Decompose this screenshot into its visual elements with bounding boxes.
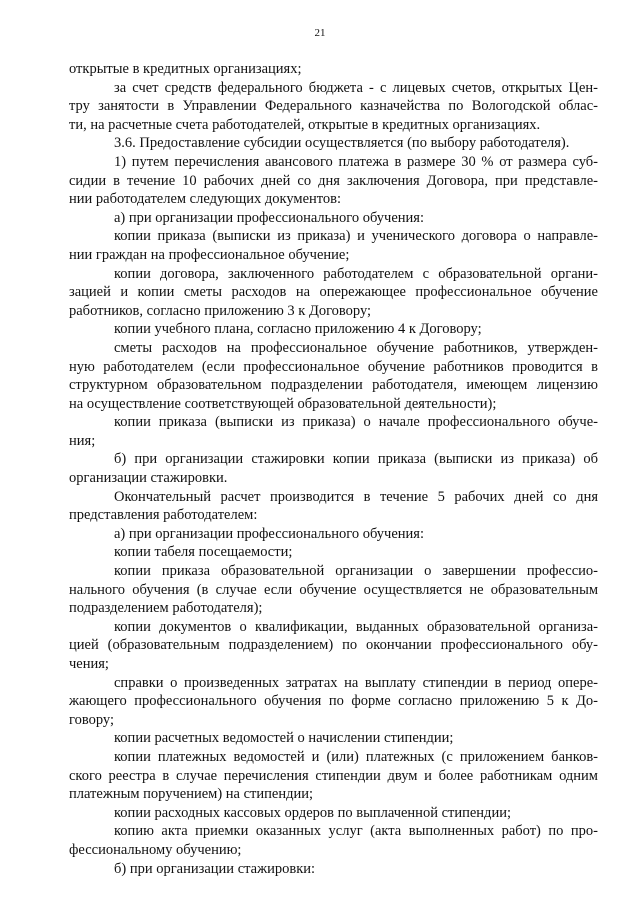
text-line: нии работодателем следующих документов: <box>69 191 342 208</box>
text-line: б) при организации стажировки копии приказа (выписки из приказа) об <box>114 451 598 468</box>
text-line: нального обучения (в случае если обучение осуществляется не образовательным <box>69 581 598 598</box>
text-line: копию акта приемки оказанных услуг (акта выполненных работ) по про- <box>114 823 598 840</box>
text-line: представления работодателем: <box>69 507 258 524</box>
text-line: сметы расходов на профессиональное обучение работников, утвержден- <box>114 339 598 356</box>
text-line: работников, согласно приложению 3 к Договору; <box>69 302 372 319</box>
text-line: копии приказа образовательной организации о завершении профессио- <box>114 563 598 580</box>
page-number: 21 <box>314 27 326 39</box>
text-line: копии учебного плана, согласно приложению 4 к Договору; <box>114 321 482 338</box>
text-line: 3.6. Предоставление субсидии осуществляется (по выбору работодателя). <box>114 135 570 152</box>
text-line: копии платежных ведомостей и (или) платежных (с приложением банков- <box>114 748 598 765</box>
text-line: говору; <box>69 711 114 728</box>
text-line: сидии в течение 10 рабочих дней со дня заключения Договора, при представле- <box>69 172 598 189</box>
text-line: подразделением работодателя); <box>69 600 263 617</box>
text-line: копии договора, заключенного работодателем с образовательной органи- <box>114 265 598 282</box>
text-line: ского реестра в случае перечисления стипендии двум и более работникам одним <box>69 767 598 784</box>
text-line: копии приказа (выписки из приказа) о начале профессионального обуче- <box>114 414 598 431</box>
text-line: открытые в кредитных организациях; <box>69 61 302 77</box>
text-line: копии приказа (выписки из приказа) и ученического договора о направле- <box>114 228 598 245</box>
text-line: чения; <box>69 656 109 672</box>
text-line: копии расчетных ведомостей о начислении стипендии; <box>114 730 454 747</box>
text-line: структурном образовательном подразделении работодателя, имеющем лицензию <box>69 377 598 394</box>
text-line: справки о произведенных затратах на выплату стипендии в период опере- <box>114 674 598 691</box>
text-line: нии граждан на профессиональное обучение; <box>69 246 350 263</box>
text-line: копии табеля посещаемости; <box>114 544 293 561</box>
text-line: 1) путем перечисления авансового платежа в размере 30 % от размера суб- <box>114 153 598 170</box>
text-line: тру занятости в Управлении Федерального казначейства по Вологодской облас- <box>69 98 598 115</box>
text-line: ную работодателем (если профессиональное обучение работников проводится в <box>69 358 598 375</box>
text-line: фессиональному обучению; <box>69 841 242 858</box>
document-body <box>69 60 598 878</box>
text-line: жающего профессионального обучения по форме согласно приложению 5 к До- <box>69 693 598 710</box>
text-line: копии документов о квалификации, выданных образовательной организа- <box>114 618 598 635</box>
text-line: а) при организации профессионального обучения: <box>114 525 425 542</box>
text-line: платежным поручением) на стипендии; <box>69 786 314 803</box>
text-line: а) при организации профессионального обучения: <box>114 209 425 226</box>
text-line: зацией и копии сметы расходов на опережающее профессиональное обучение <box>69 284 598 301</box>
text-line: ти, на расчетные счета работодателей, открытые в кредитных организациях. <box>69 116 541 133</box>
text-line: копии расходных кассовых ордеров по выплаченной стипендии; <box>114 804 511 821</box>
text-line: ния; <box>69 432 96 449</box>
text-line: Окончательный расчет производится в течение 5 рабочих дней со дня <box>114 488 598 505</box>
text-line: организации стажировки. <box>69 470 228 487</box>
text-line: на осуществление соответствующей образовательной деятельности); <box>69 395 497 412</box>
text-line: цией (образовательным подразделением) по окончании профессионального обу- <box>69 637 598 654</box>
text-line: б) при организации стажировки: <box>114 860 316 877</box>
text-line: за счет средств федерального бюджета - с лицевых счетов, открытых Цен- <box>114 79 598 96</box>
